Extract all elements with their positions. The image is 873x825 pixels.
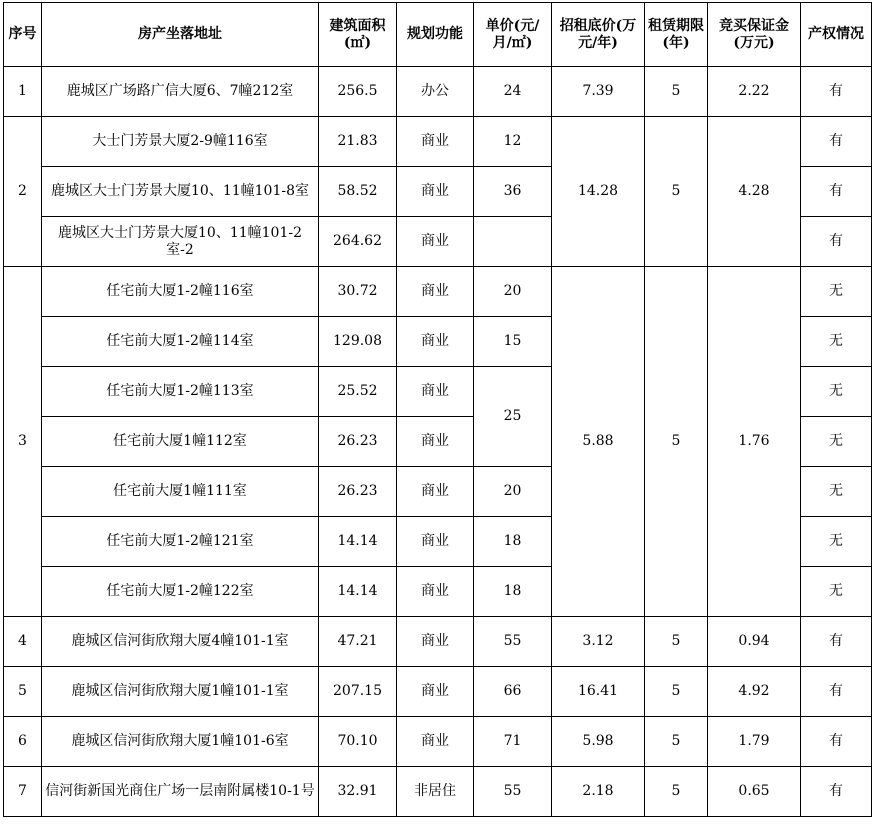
header-seq: 序号 (4, 3, 42, 67)
cell-function: 商业 (397, 517, 474, 567)
cell-term: 5 (645, 617, 708, 667)
cell-area: 26.23 (319, 417, 397, 467)
cell-unit-price: 18 (474, 517, 552, 567)
cell-area: 47.21 (319, 617, 397, 667)
header-term: 租赁期限(年) (645, 3, 708, 67)
cell-function: 商业 (397, 667, 474, 717)
cell-address: 鹿城区大士门芳景大厦10、11幢101-8室 (42, 167, 319, 217)
cell-seq: 1 (4, 67, 42, 117)
cell-function: 商业 (397, 217, 474, 267)
cell-term: 5 (645, 717, 708, 767)
cell-reserve-price: 16.41 (552, 667, 645, 717)
cell-title: 有 (801, 717, 872, 767)
cell-address: 任宅前大厦1幢111室 (42, 467, 319, 517)
cell-title: 有 (801, 617, 872, 667)
cell-title: 无 (801, 467, 872, 517)
cell-address: 鹿城区大士门芳景大厦10、11幢101-2室-2 (42, 217, 319, 267)
cell-function: 商业 (397, 417, 474, 467)
cell-area: 14.14 (319, 567, 397, 617)
cell-unit-price: 15 (474, 317, 552, 367)
header-reserve-price: 招租底价(万元/年) (552, 3, 645, 67)
cell-title: 无 (801, 567, 872, 617)
cell-reserve-price: 7.39 (552, 67, 645, 117)
table-row (4, 117, 872, 167)
cell-function: 商业 (397, 267, 474, 317)
cell-seq: 6 (4, 717, 42, 767)
cell-term: 5 (645, 767, 708, 817)
cell-term: 5 (645, 667, 708, 717)
cell-area: 32.91 (319, 767, 397, 817)
cell-term: 5 (645, 117, 708, 267)
cell-area: 70.10 (319, 717, 397, 767)
property-lease-table (3, 2, 872, 817)
cell-area: 256.5 (319, 67, 397, 117)
cell-title: 有 (801, 67, 872, 117)
cell-reserve-price: 2.18 (552, 767, 645, 817)
cell-function: 商业 (397, 617, 474, 667)
cell-address: 任宅前大厦1幢112室 (42, 417, 319, 467)
cell-title: 无 (801, 317, 872, 367)
cell-area: 264.62 (319, 217, 397, 267)
cell-title: 无 (801, 517, 872, 567)
cell-unit-price: 55 (474, 617, 552, 667)
cell-address: 鹿城区信河街欣翔大厦1幢101-6室 (42, 717, 319, 767)
cell-term: 5 (645, 67, 708, 117)
cell-unit-price: 12 (474, 117, 552, 167)
cell-area: 58.52 (319, 167, 397, 217)
header-row (4, 3, 872, 67)
cell-unit-price: 18 (474, 567, 552, 617)
cell-function: 非居住 (397, 767, 474, 817)
header-title: 产权情况 (801, 3, 872, 67)
cell-title: 有 (801, 767, 872, 817)
cell-reserve-price: 3.12 (552, 617, 645, 667)
cell-seq: 3 (4, 267, 42, 617)
cell-address: 鹿城区信河街欣翔大厦1幢101-1室 (42, 667, 319, 717)
cell-address: 大士门芳景大厦2-9幢116室 (42, 117, 319, 167)
table-row (4, 767, 872, 817)
cell-unit-price: 24 (474, 67, 552, 117)
cell-unit-price: 55 (474, 767, 552, 817)
cell-area: 25.52 (319, 367, 397, 417)
cell-reserve-price: 14.28 (552, 117, 645, 267)
cell-title: 无 (801, 267, 872, 317)
cell-deposit: 4.28 (708, 117, 801, 267)
cell-title: 有 (801, 117, 872, 167)
cell-reserve-price: 5.88 (552, 267, 645, 617)
header-address: 房产坐落地址 (42, 3, 319, 67)
cell-title: 有 (801, 167, 872, 217)
cell-unit-price: 66 (474, 667, 552, 717)
table-row (4, 67, 872, 117)
header-area: 建筑面积(㎡) (319, 3, 397, 67)
cell-unit-price: 20 (474, 267, 552, 317)
cell-unit-price: 36 (474, 167, 552, 217)
cell-unit-price: 71 (474, 717, 552, 767)
cell-area: 26.23 (319, 467, 397, 517)
cell-title: 无 (801, 367, 872, 417)
cell-function: 商业 (397, 717, 474, 767)
cell-address: 任宅前大厦1-2幢121室 (42, 517, 319, 567)
cell-seq: 5 (4, 667, 42, 717)
cell-function: 办公 (397, 67, 474, 117)
cell-unit-price: 20 (474, 467, 552, 517)
cell-unit-price: 25 (474, 367, 552, 467)
cell-address: 任宅前大厦1-2幢114室 (42, 317, 319, 367)
cell-area: 14.14 (319, 517, 397, 567)
cell-deposit: 4.92 (708, 667, 801, 717)
cell-deposit: 0.65 (708, 767, 801, 817)
cell-area: 129.08 (319, 317, 397, 367)
cell-function: 商业 (397, 317, 474, 367)
cell-function: 商业 (397, 567, 474, 617)
cell-deposit: 1.76 (708, 267, 801, 617)
table-row (4, 667, 872, 717)
cell-function: 商业 (397, 167, 474, 217)
header-deposit: 竞买保证金(万元) (708, 3, 801, 67)
cell-seq: 7 (4, 767, 42, 817)
cell-deposit: 0.94 (708, 617, 801, 667)
cell-title: 有 (801, 217, 872, 267)
cell-function: 商业 (397, 117, 474, 167)
cell-title: 有 (801, 667, 872, 717)
table-row (4, 617, 872, 667)
cell-unit-price (474, 217, 552, 267)
table-row (4, 717, 872, 767)
cell-deposit: 1.79 (708, 717, 801, 767)
cell-term: 5 (645, 267, 708, 617)
cell-area: 21.83 (319, 117, 397, 167)
cell-seq: 2 (4, 117, 42, 267)
cell-seq: 4 (4, 617, 42, 667)
cell-function: 商业 (397, 367, 474, 417)
cell-area: 30.72 (319, 267, 397, 317)
cell-address: 任宅前大厦1-2幢122室 (42, 567, 319, 617)
cell-address: 任宅前大厦1-2幢113室 (42, 367, 319, 417)
cell-address: 鹿城区广场路广信大厦6、7幢212室 (42, 67, 319, 117)
cell-address: 信河街新国光商住广场一层南附属楼10-1号 (42, 767, 319, 817)
table-row (4, 267, 872, 317)
cell-deposit: 2.22 (708, 67, 801, 117)
cell-address: 任宅前大厦1-2幢116室 (42, 267, 319, 317)
header-function: 规划功能 (397, 3, 474, 67)
cell-address: 鹿城区信河街欣翔大厦4幢101-1室 (42, 617, 319, 667)
cell-reserve-price: 5.98 (552, 717, 645, 767)
cell-function: 商业 (397, 467, 474, 517)
cell-area: 207.15 (319, 667, 397, 717)
cell-title: 无 (801, 417, 872, 467)
header-unit-price: 单价(元/月/㎡) (474, 3, 552, 67)
